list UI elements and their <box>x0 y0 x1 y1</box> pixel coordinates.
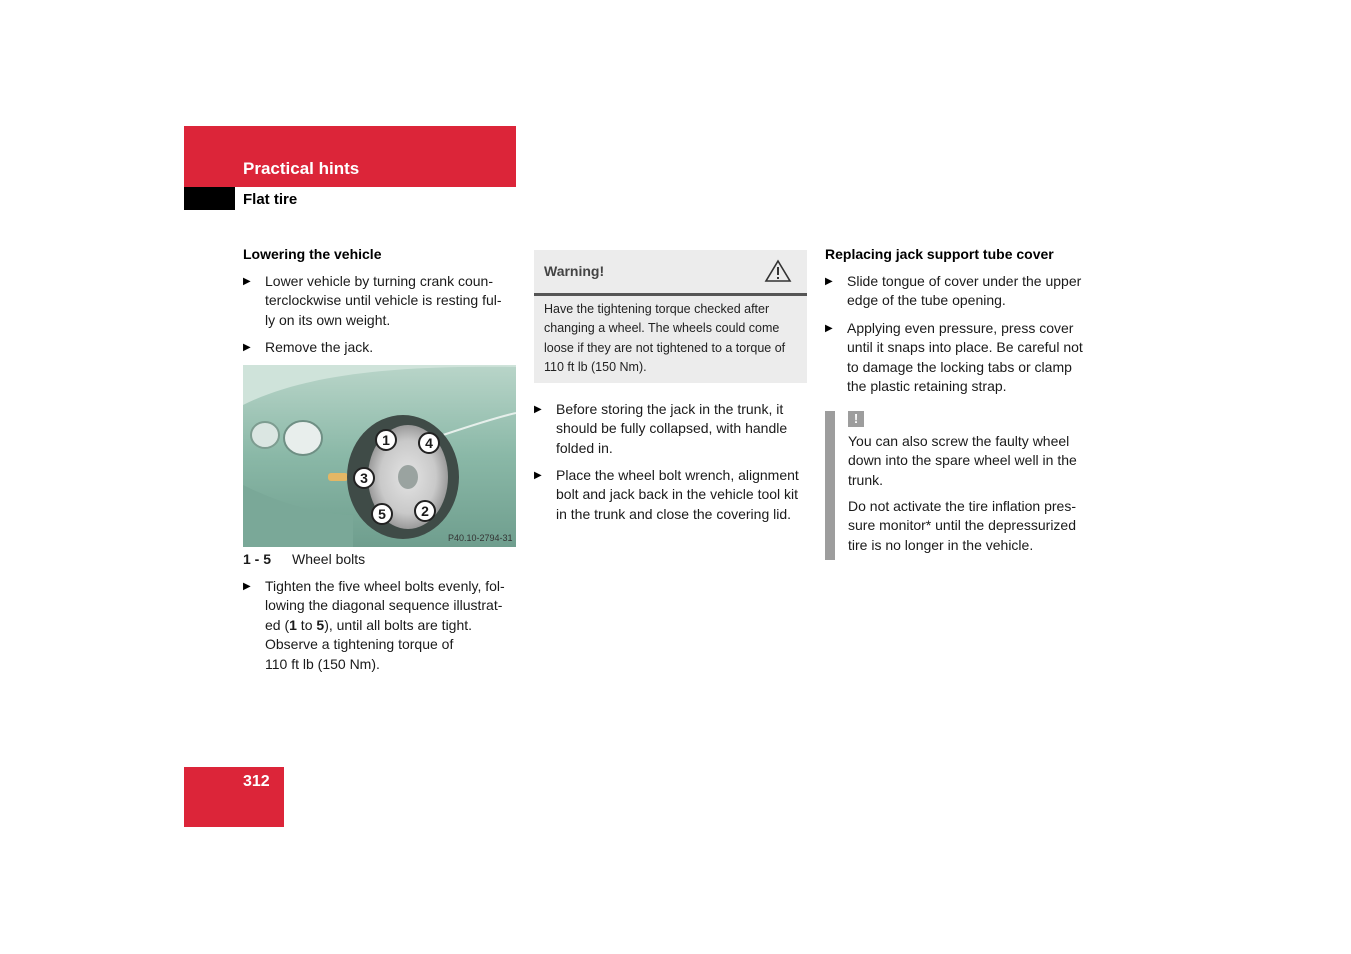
heading-lowering-vehicle: Lowering the vehicle <box>243 246 382 262</box>
triangle-right-icon: ▶ <box>534 404 542 415</box>
text-line: You can also screw the faulty wheel <box>848 433 1070 449</box>
text-fragment: to <box>296 616 317 633</box>
note-paragraph <box>848 432 1103 490</box>
text-line: Lower vehicle by turning crank coun- <box>265 273 494 289</box>
section-title: Practical hints <box>243 159 360 178</box>
text-line: edge of the tube opening. <box>847 292 1006 309</box>
warning-box <box>534 250 807 383</box>
bolt-marker: 3 <box>353 467 375 489</box>
subsection-title: Flat tire <box>243 191 298 208</box>
text-line: lowing the diagonal sequence illustrat- <box>265 597 503 614</box>
text-line: bolt and jack back in the vehicle tool kit <box>556 486 799 503</box>
exclamation-icon: ! <box>848 411 864 427</box>
bold-number: 5 <box>316 616 325 633</box>
bold-number: 1 <box>289 616 297 633</box>
bolt-marker: 1 <box>375 429 397 451</box>
text-line: trunk. <box>848 471 884 488</box>
triangle-right-icon: ▶ <box>825 323 833 334</box>
text-line: until it snaps into place. Be careful not <box>847 339 1083 356</box>
text-line: folded in. <box>556 439 613 456</box>
text-line: Before storing the jack in the trunk, it <box>556 401 784 417</box>
text-line: to damage the locking tabs or clamp <box>847 358 1072 375</box>
photo-caption <box>243 551 365 567</box>
text-line: should be fully collapsed, with handle <box>556 420 788 437</box>
text-line: in the trunk and close the covering lid. <box>556 505 792 522</box>
text-line: Place the wheel bolt wrench, alignment <box>556 467 799 483</box>
text-line: Slide tongue of cover under the upper <box>847 273 1082 289</box>
photo-reference: P40.10-2794-31 <box>448 533 513 543</box>
warning-header <box>534 250 807 296</box>
warning-triangle-icon <box>764 259 792 288</box>
text-line: Tighten the five wheel bolts evenly, fol- <box>265 578 505 594</box>
bolt-marker: 2 <box>414 500 436 522</box>
note-bar <box>825 411 835 560</box>
warning-text <box>544 300 802 378</box>
text-fragment: ed ( <box>265 616 290 633</box>
text-line: tire is no longer in the vehicle. <box>848 536 1034 553</box>
text-line: 110 ft lb (150 Nm). <box>265 655 380 672</box>
text-line: Do not activate the tire inflation pres- <box>848 498 1077 514</box>
text-line: Applying even pressure, press cover <box>847 320 1074 336</box>
text-line: changing a wheel. The wheels could come <box>544 321 780 336</box>
triangle-right-icon: ▶ <box>825 276 833 287</box>
text-line: sure monitor* until the depressurized <box>848 517 1077 534</box>
triangle-right-icon: ▶ <box>243 342 251 353</box>
subsection-marker <box>184 187 235 210</box>
text-line: ly on its own weight. <box>265 311 391 328</box>
text-fragment: ), until all bolts are tight. <box>324 616 473 633</box>
text-line: Remove the jack. <box>265 339 374 355</box>
caption-key: 1 - 5 <box>243 551 272 567</box>
bolt-marker: 5 <box>371 503 393 525</box>
text-line: 110 ft lb (150 Nm). <box>544 360 647 375</box>
triangle-right-icon: ▶ <box>243 581 251 592</box>
bolt-marker: 4 <box>418 432 440 454</box>
text-line <box>265 616 525 635</box>
triangle-right-icon: ▶ <box>534 470 542 481</box>
heading-replacing-cover: Replacing jack support tube cover <box>825 246 1054 262</box>
note-paragraph <box>848 497 1103 555</box>
text-line: terclockwise until vehicle is resting ful- <box>265 292 502 309</box>
text-line: the plastic retaining strap. <box>847 378 1007 395</box>
warning-title: Warning! <box>544 263 605 279</box>
page-number: 312 <box>243 773 270 790</box>
caption-value: Wheel bolts <box>292 551 366 567</box>
text-line: down into the spare wheel well in the <box>848 452 1077 469</box>
text-line: Have the tightening torque checked after <box>544 302 770 316</box>
text-line: loose if they are not tightened to a torque of <box>544 340 786 355</box>
triangle-right-icon: ▶ <box>243 276 251 287</box>
text-line: Observe a tightening torque of <box>265 636 454 653</box>
